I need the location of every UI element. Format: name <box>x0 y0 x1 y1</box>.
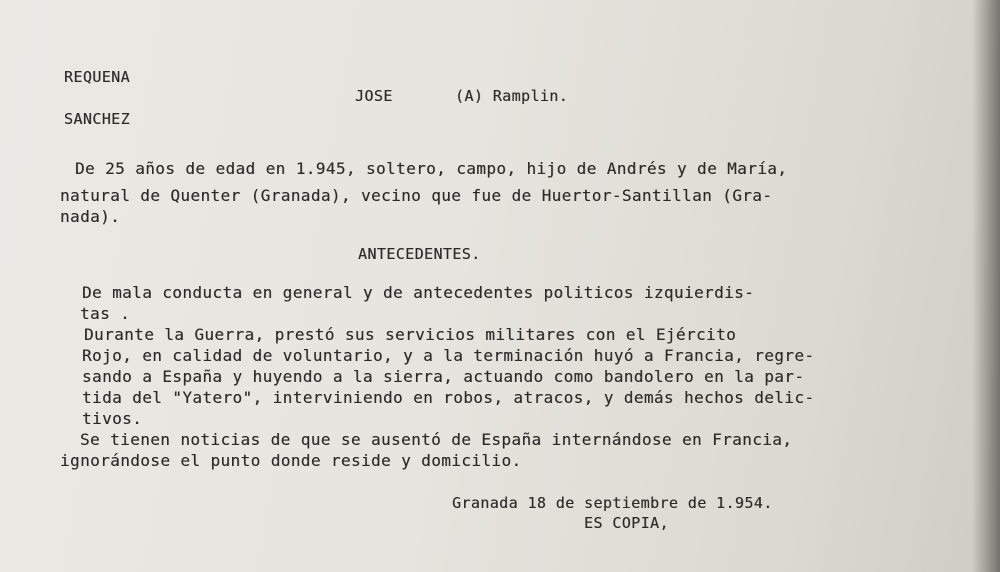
surname-first: REQUENA <box>64 68 131 86</box>
copy-mark: ES COPIA, <box>584 514 669 532</box>
paragraph-line: De 25 años de edad en 1.945, soltero, campo, hijo de Andrés y de María, <box>75 159 788 178</box>
section-heading: ANTECEDENTES. <box>358 245 481 263</box>
paragraph-line: Durante la Guerra, prestó sus servicios militares con el Ejército <box>84 325 737 344</box>
page-edge-shadow <box>972 0 1000 572</box>
alias: (A) Ramplin. <box>455 87 569 105</box>
paragraph-line: ignorándose el punto donde reside y domicilio. <box>60 451 522 470</box>
paragraph-line: De mala conducta en general y de antecedentes politicos izquierdis- <box>82 283 755 302</box>
paragraph-line: natural de Quenter (Granada), vecino que fue de Huertor-Santillan (Gra- <box>60 186 773 205</box>
paragraph-line: tas . <box>80 304 131 323</box>
paragraph-line: Se tienen noticias de que se ausentó de España internándose en Francia, <box>80 430 793 449</box>
paragraph-line: nada). <box>60 207 121 226</box>
paragraph-line: sando a España y huyendo a la sierra, actuando como bandolero en la par- <box>82 367 805 386</box>
paragraph-line: Rojo, en calidad de voluntario, y a la terminación huyó a Francia, regre- <box>82 346 815 365</box>
date-line: Granada 18 de septiembre de 1.954. <box>452 494 773 512</box>
paragraph-line: tida del "Yatero", interviniendo en robos, atracos, y demás hechos delic- <box>82 388 815 407</box>
paragraph-line: tivos. <box>82 409 143 428</box>
surname-second: SANCHEZ <box>64 110 131 128</box>
first-name: JOSE <box>355 87 393 105</box>
